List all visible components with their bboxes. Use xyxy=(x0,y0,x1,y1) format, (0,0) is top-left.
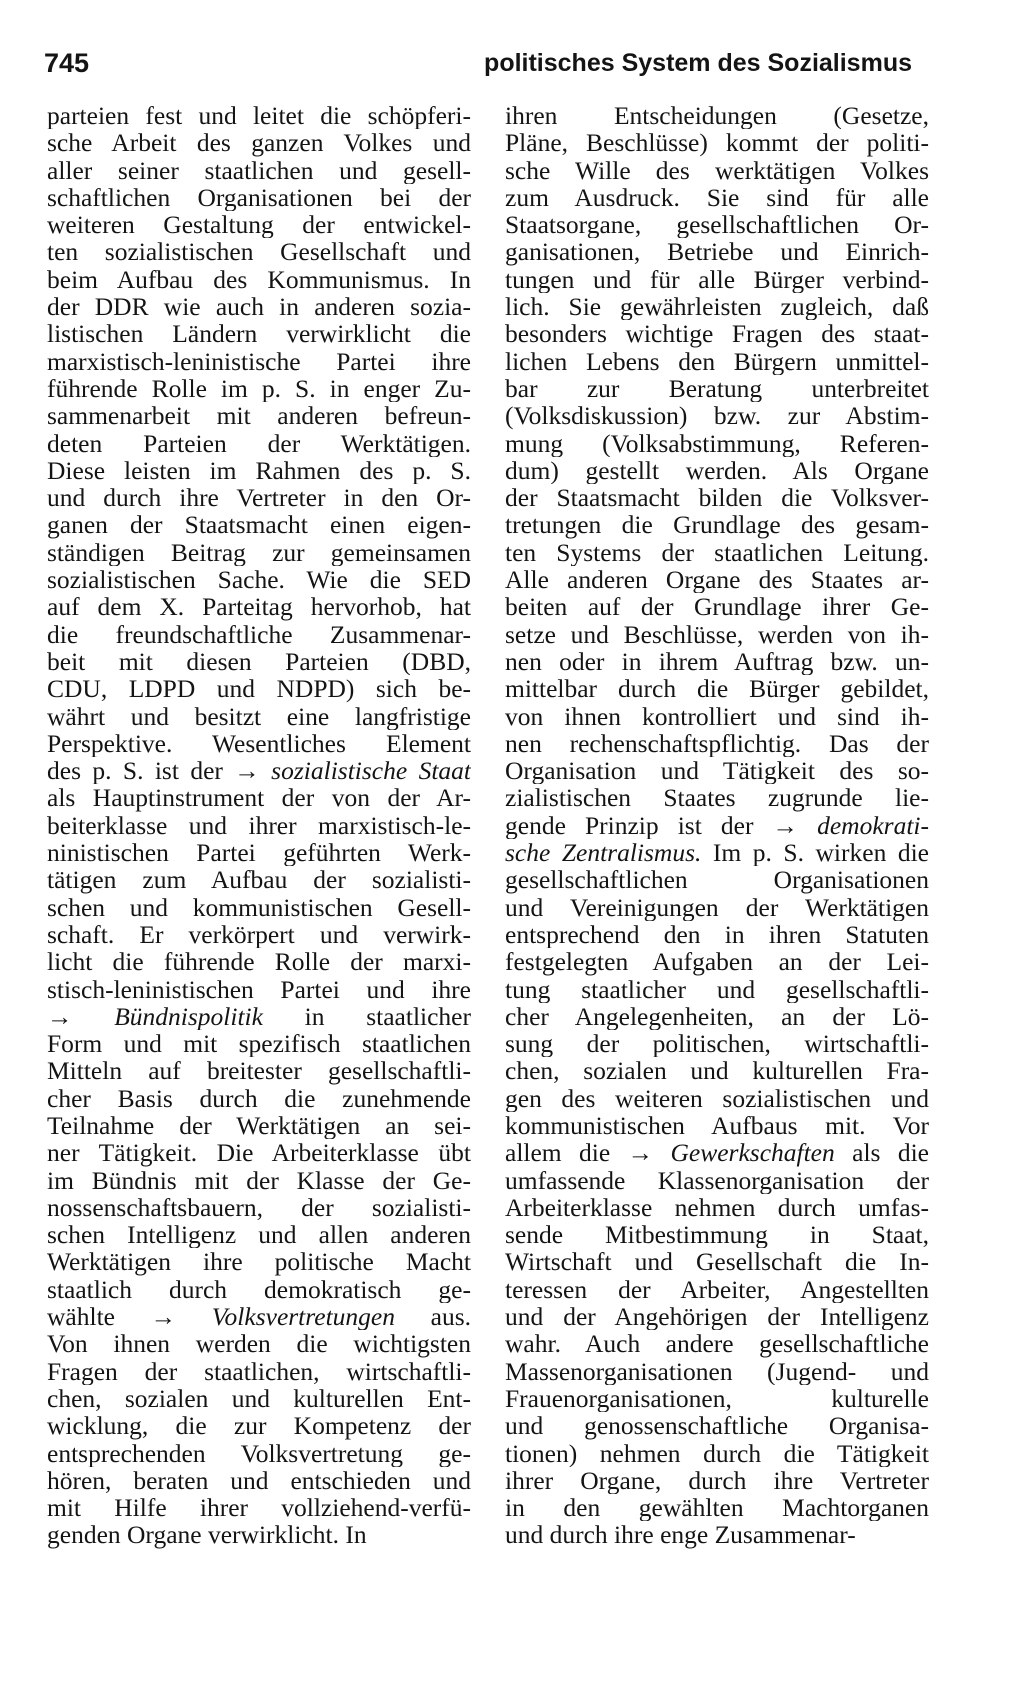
left-text-column xyxy=(47,102,471,1549)
text-line: mittelbar durch die Bürger gebildet, xyxy=(505,675,929,703)
text-line: der DDR wie auch in anderen sozia- xyxy=(47,293,471,321)
text-line: Staatsorgane, gesellschaftlichen Or- xyxy=(505,211,929,239)
text-line: gesellschaftlichen Organisationen xyxy=(505,866,929,894)
text-line: Wirtschaft und Gesellschaft die In- xyxy=(505,1248,929,1276)
cross-reference-term: Bündnispolitik xyxy=(114,1002,263,1031)
text-line: → Bündnispolitik in staatlicher xyxy=(47,1002,471,1031)
text-line: ten sozialistischen Gesellschaft und xyxy=(47,238,471,266)
text-line: hören, beraten und entschieden und xyxy=(47,1466,471,1495)
text-line: chen, sozialen und kulturellen Ent- xyxy=(47,1384,471,1413)
text-line: im Bündnis mit der Klasse der Ge- xyxy=(47,1166,471,1194)
text-line: auf dem X. Parteitag hervorhob, hat xyxy=(47,593,471,621)
text-line: zum Ausdruck. Sie sind für alle xyxy=(505,183,929,212)
text-line: und durch ihre enge Zusammenar- xyxy=(505,1521,856,1549)
text-line: entsprechend den in ihren Statuten xyxy=(505,920,929,949)
page-number: 745 xyxy=(44,48,90,78)
text-line: allem die → Gewerkschaften als die xyxy=(505,1139,929,1167)
text-line: entsprechenden Volksvertretung ge- xyxy=(47,1439,471,1467)
text-line: als Hauptinstrument der von der Ar- xyxy=(47,784,471,812)
text-line: ganisationen, Betriebe und Einrich- xyxy=(505,238,929,266)
text-line: ner Tätigkeit. Die Arbeiterklasse übt xyxy=(47,1139,471,1167)
text-line: sammenarbeit mit anderen befreun- xyxy=(47,402,471,430)
text-line: des p. S. ist der → sozialistische Staat xyxy=(47,757,471,785)
text-line: sozialistischen Sache. Wie die SED xyxy=(47,566,471,594)
text-line: Werktätigen ihre politische Macht xyxy=(47,1248,471,1276)
text-line: wicklung, die zur Kompetenz der xyxy=(47,1412,471,1440)
text-line: ten Systems der staatlichen Leitung. xyxy=(505,538,929,567)
text-line: schen Intelligenz und allen anderen xyxy=(47,1221,471,1249)
text-line: tretungen die Grundlage des gesam- xyxy=(505,511,929,539)
text-line: sung der politischen, wirtschaftli- xyxy=(505,1030,929,1058)
text-line: mung (Volksabstimmung, Referen- xyxy=(505,429,929,457)
text-line: Von ihnen werden die wichtigsten xyxy=(47,1330,471,1358)
text-line: Mitteln auf breitester gesellschaftli- xyxy=(47,1057,471,1085)
text-line: beit mit diesen Parteien (DBD, xyxy=(47,647,471,676)
text-line: marxistisch-leninistische Partei ihre xyxy=(47,347,471,375)
text-line: nen rechenschaftspflichtig. Das der xyxy=(505,729,929,758)
text-line: Arbeiterklasse nehmen durch umfas- xyxy=(505,1193,929,1222)
text-line: und durch ihre Vertreter in den Or- xyxy=(47,484,471,512)
text-line: licht die führende Rolle der marxi- xyxy=(47,948,471,976)
cross-reference-term: Volksvertretungen xyxy=(211,1303,395,1331)
text-line: die freundschaftliche Zusammenar- xyxy=(47,620,471,648)
text-line: ganen der Staatsmacht einen eigen- xyxy=(47,511,471,539)
text-line: wählte → Volksvertretungen aus. xyxy=(47,1303,471,1331)
text-line: führende Rolle im p. S. in enger Zu- xyxy=(47,374,471,403)
text-line: cher Basis durch die zunehmende xyxy=(47,1084,471,1112)
text-line: lichen Lebens den Bürgern unmittel- xyxy=(505,347,929,375)
text-line: gen des weiteren sozialistischen und xyxy=(505,1084,929,1112)
running-head: politisches System des Sozialismus xyxy=(484,49,912,77)
text-line: lich. Sie gewährleisten zugleich, daß xyxy=(505,293,929,321)
cross-reference-term: sche Zentralismus. xyxy=(505,839,702,867)
text-line: sende Mitbestimmung in Staat, xyxy=(505,1221,929,1249)
text-line: und Vereinigungen der Werktätigen xyxy=(505,893,929,921)
text-line: Form und mit spezifisch staatlichen xyxy=(47,1030,471,1058)
text-line: teressen der Arbeiter, Angestellten xyxy=(505,1275,929,1304)
text-line: tätigen zum Aufbau der sozialisti- xyxy=(47,866,471,894)
right-text-column xyxy=(505,102,929,1549)
text-line: staatlich durch demokratisch ge- xyxy=(47,1275,471,1304)
text-line: schen und kommunistischen Gesell- xyxy=(47,893,471,921)
text-line: setze und Beschlüsse, werden von ih- xyxy=(505,620,929,648)
text-line: wahr. Auch andere gesellschaftliche xyxy=(505,1330,929,1358)
text-line: (Volksdiskussion) bzw. zur Abstim- xyxy=(505,402,929,430)
text-line: Fragen der staatlichen, wirtschaftli- xyxy=(47,1357,471,1385)
text-line: beiterklasse und ihrer marxistisch-le- xyxy=(47,811,471,840)
text-line: genden Organe verwirklicht. In xyxy=(47,1521,367,1549)
text-line: stisch-leninistischen Partei und ihre xyxy=(47,975,471,1003)
text-line: sche Wille des werktätigen Volkes xyxy=(505,156,929,184)
text-line: umfassende Klassenorganisation der xyxy=(505,1166,929,1194)
text-line: beiten auf der Grundlage ihrer Ge- xyxy=(505,593,929,621)
text-line: chen, sozialen und kulturellen Fra- xyxy=(505,1057,929,1085)
text-line: und der Angehörigen der Intelligenz xyxy=(505,1303,929,1331)
text-line: deten Parteien der Werktätigen. xyxy=(47,429,471,457)
text-line: ihrer Organe, durch ihre Vertreter xyxy=(505,1466,929,1495)
text-line: von ihnen kontrolliert und sind ih- xyxy=(505,702,929,730)
text-line: schaftlichen Organisationen bei der xyxy=(47,183,471,212)
text-line: Massenorganisationen (Jugend- und xyxy=(505,1357,929,1385)
text-line: Pläne, Beschlüsse) kommt der politi- xyxy=(505,129,929,157)
cross-reference-term: sozialistische Staat xyxy=(271,757,471,785)
text-line: festgelegten Aufgaben an der Lei- xyxy=(505,948,929,976)
text-line: ständigen Beitrag zur gemeinsamen xyxy=(47,538,471,567)
text-line: Teilnahme der Werktätigen an sei- xyxy=(47,1111,471,1140)
cross-reference-term: Gewerkschaften xyxy=(670,1139,835,1167)
text-line: sche Arbeit des ganzen Volkes und xyxy=(47,129,471,157)
text-line: der Staatsmacht bilden die Volksver- xyxy=(505,484,929,512)
text-line: Alle anderen Organe des Staates ar- xyxy=(505,566,929,594)
text-line: tung staatlicher und gesellschaftli- xyxy=(505,975,929,1003)
text-line: und genossenschaftliche Organisa- xyxy=(505,1412,929,1440)
text-line: mit Hilfe ihrer vollziehend-verfü- xyxy=(47,1494,471,1522)
cross-reference-term: demokrati- xyxy=(817,811,929,840)
text-line: sche Zentralismus. Im p. S. wirken die xyxy=(505,839,929,867)
text-line: tungen und für alle Bürger verbind- xyxy=(505,265,929,294)
text-line: beim Aufbau des Kommunismus. In xyxy=(47,265,471,294)
text-line: in den gewählten Machtorganen xyxy=(505,1494,929,1522)
text-line: tionen) nehmen durch die Tätigkeit xyxy=(505,1439,929,1467)
text-line: gende Prinzip ist der → demokrati- xyxy=(505,811,929,840)
text-line: ihren Entscheidungen (Gesetze, xyxy=(505,102,929,130)
text-line: zialistischen Staates zugrunde lie- xyxy=(505,784,929,812)
text-line: nen oder in ihrem Auftrag bzw. un- xyxy=(505,647,929,676)
text-line: besonders wichtige Fragen des staat- xyxy=(505,320,929,348)
text-line: weiteren Gestaltung der entwickel- xyxy=(47,211,471,239)
text-line: währt und besitzt eine langfristige xyxy=(47,702,471,730)
text-line: cher Angelegenheiten, an der Lö- xyxy=(505,1002,929,1031)
text-line: dum) gestellt werden. Als Organe xyxy=(505,456,929,485)
text-line: bar zur Beratung unterbreitet xyxy=(505,374,929,403)
text-line: schaft. Er verkörpert und verwirk- xyxy=(47,920,471,949)
text-line: nossenschaftsbauern, der sozialisti- xyxy=(47,1193,471,1222)
text-line: parteien fest und leitet die schöpferi- xyxy=(47,102,471,130)
text-line: Frauenorganisationen, kulturelle xyxy=(505,1384,929,1413)
text-line: listischen Ländern verwirklicht die xyxy=(47,320,471,348)
text-line: Perspektive. Wesentliches Element xyxy=(47,729,471,758)
text-line: ninistischen Partei geführten Werk- xyxy=(47,839,471,867)
text-line: Diese leisten im Rahmen des p. S. xyxy=(47,456,471,485)
text-line: Organisation und Tätigkeit des so- xyxy=(505,757,929,785)
text-line: aller seiner staatlichen und gesell- xyxy=(47,156,471,184)
text-line: CDU, LDPD und NDPD) sich be- xyxy=(47,675,471,703)
text-line: kommunistischen Aufbaus mit. Vor xyxy=(505,1111,929,1140)
